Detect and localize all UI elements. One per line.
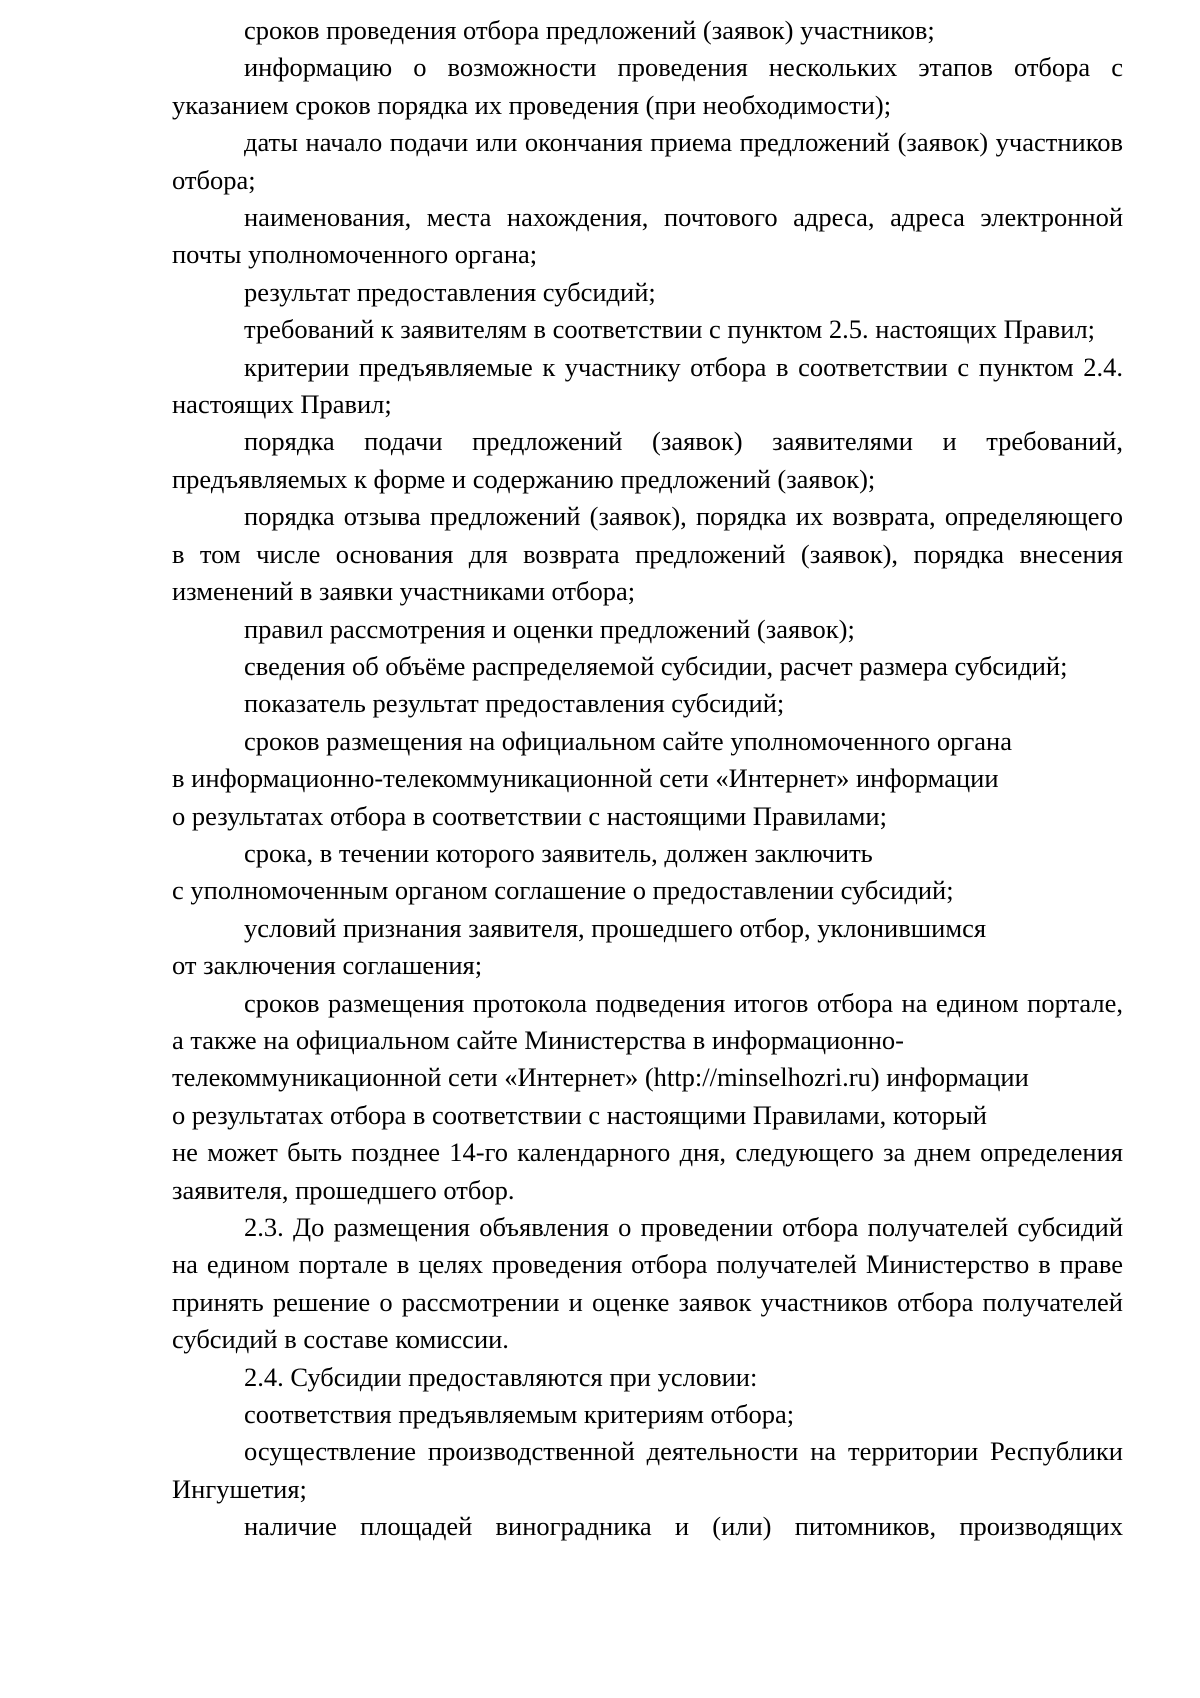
paragraph: наименования, места нахождения, почтового адреса, адреса электронной почты уполномоченного органа; [172,202,1123,270]
paragraph: информацию о возможности проведения нескольких этапов отбора с указанием сроков порядка их проведения (при необходимости); [172,52,1123,120]
text-line: срока, в течении которого заявитель, должен заключить [244,837,873,868]
paragraph: даты начало подачи или окончания приема предложений (заявок) участников отбора; [172,127,1123,195]
paragraph: 2.3. До размещения объявления о проведении отбора получателей субсидий на едином портале в целях проведения отбора получателей Министерство в праве принять решение о рассмотрении и оценке заявок участников отбора получателей субсидий в составе комиссии. [172,1212,1123,1355]
text-line: сроков размещения на официальном сайте уполномоченного органа [244,725,1012,756]
paragraph: сроков проведения отбора предложений (заявок) участников; [244,15,935,45]
text-line: условий признания заявителя, прошедшего отбор, уклонившимся [244,912,987,943]
paragraph: не может быть позднее 14-го календарного дня, следующего за днем определения заявителя, прошедшего отбор. [172,1137,1123,1205]
text-line: с уполномоченным органом соглашение о предоставлении субсидий; [172,875,954,906]
paragraph: сроков размещения протокола подведения итогов отбора на едином портале, а также на официальном сайте Министерства в информационно- [172,987,1123,1055]
paragraph: сведения об объёме распределяемой субсидии, расчет размера субсидий; [244,650,1068,681]
paragraph: 2.4. Субсидии предоставляются при условии: [244,1361,758,1392]
paragraph: осуществление производственной деятельности на территории Республики Ингушетия; [172,1436,1123,1504]
text-line: телекоммуникационной сети «Интернет» (http://minselhozri.ru) информации [172,1062,1029,1093]
paragraph: требований к заявителям в соответствии с пунктом 2.5. настоящих Правил; [244,314,1096,345]
text-line: в информационно-телекоммуникационной сети «Интернет» информации [172,763,999,794]
paragraph: порядка отзыва предложений (заявок), порядка их возврата, определяющего в том числе основания для возврата предложений (заявок), порядка внесения изменений в заявки участниками отбора; [172,501,1123,607]
paragraph: показатель результат предоставления субсидий; [244,688,785,719]
text-line: о результатах отбора в соответствии с настоящими Правилами, который [172,1099,987,1130]
paragraph: правил рассмотрения и оценки предложений (заявок); [244,613,855,644]
text-line: о результатах отбора в соответствии с настоящими Правилами; [172,800,887,831]
paragraph: порядка подачи предложений (заявок) заявителями и требований, предъявляемых к форме и содержанию предложений (заявок); [172,426,1123,494]
paragraph: соответствия предъявляемым критериям отбора; [244,1399,795,1430]
paragraph: наличие площадей виноградника и (или) питомников, производящих [244,1511,1123,1542]
text-line: от заключения соглашения; [172,950,483,981]
paragraph: критерии предъявляемые к участнику отбора в соответствии с пунктом 2.4. настоящих Правил; [172,351,1123,420]
document-page [172,12,1123,1546]
paragraph: результат предоставления субсидий; [244,276,656,307]
